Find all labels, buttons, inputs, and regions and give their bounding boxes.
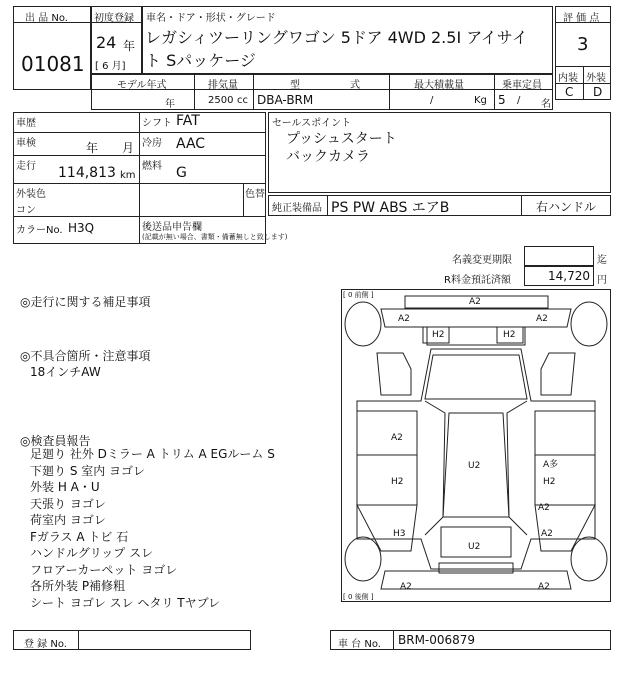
interior-grade: C — [565, 85, 574, 99]
sales-points-label: セールスポイント — [272, 118, 352, 129]
lot-number: 01081 — [21, 52, 85, 76]
capacity-label: 乗車定員 — [502, 80, 542, 91]
dmg-rear-left: A2 — [400, 582, 412, 592]
inspection-month: 月 — [122, 141, 135, 155]
right-front-fender — [541, 353, 575, 395]
reg-month: [ 6 月] — [95, 61, 126, 72]
recycle-unit: 円 — [597, 275, 607, 286]
steering-value: 右ハンドル — [536, 200, 597, 214]
driving-label: ◎走行に関する補足事項 — [20, 295, 151, 309]
dmg-roof: U2 — [468, 461, 481, 471]
right-pillar — [507, 401, 527, 535]
inspector-notes — [30, 446, 275, 611]
dmg-right-quarter: A2 — [541, 529, 553, 539]
dmg-headlight-left: H2 — [432, 330, 445, 340]
divider — [521, 195, 522, 216]
divider — [327, 195, 328, 216]
displacement-label: 排気量 — [208, 80, 238, 91]
front-left-wheel — [345, 302, 381, 346]
car-diagram — [341, 289, 611, 602]
reg-year-unit: 年 — [123, 39, 136, 53]
shift-label: シフト — [142, 118, 172, 129]
divider — [139, 112, 140, 216]
exterior-grade: D — [593, 85, 603, 99]
color-no-value: H3Q — [68, 221, 95, 235]
divider — [494, 74, 495, 110]
max-load-unit: Kg — [474, 95, 487, 106]
type-value: DBA-BRM — [257, 93, 314, 107]
car-name-label: 車名・ドア・形状・グレード — [146, 13, 276, 24]
displacement-value: 2500 — [208, 95, 234, 106]
chassis-label: 車 台 No. — [338, 639, 381, 650]
sales-point-2: バックカメラ — [286, 149, 370, 165]
dmg-left-quarter: H3 — [393, 529, 406, 539]
ac-value: AAC — [176, 136, 206, 152]
divider — [583, 66, 584, 100]
name-change-unit: 迄 — [597, 255, 607, 266]
inspector-line: Fガラス A トビ 石 — [30, 529, 129, 544]
dmg-trunk: U2 — [468, 542, 481, 552]
equipment-value: PS PW ABS エアB — [331, 200, 450, 216]
defects-label: ◎不具合箇所・注意事項 — [20, 349, 151, 363]
score-value: 3 — [577, 34, 589, 55]
color-no-label: カラーNo. — [16, 225, 63, 236]
color-change-label: 色替 — [245, 189, 265, 200]
divider — [78, 630, 79, 650]
history-label: 車歴 — [16, 118, 36, 129]
name-change-box — [524, 246, 594, 266]
reg-year: 24 — [96, 33, 117, 52]
left-front-fender — [377, 353, 411, 395]
model-year-unit: 年 — [165, 99, 175, 110]
fuel-label: 燃料 — [142, 161, 162, 172]
max-load-label: 最大積載量 — [414, 80, 464, 91]
reg-no-label: 登 録 No. — [24, 639, 67, 650]
car-name-line1: レガシィツーリングワゴン 5ドア 4WD 2.5I アイサイ — [145, 28, 528, 47]
displacement-unit: cc — [237, 95, 248, 106]
divider — [243, 183, 244, 216]
dmg-hood-right: A2 — [536, 314, 548, 324]
type-label: 型 — [290, 80, 300, 91]
ac-label: 冷房 — [142, 138, 162, 149]
after-note: (記載が無い場合、書類・備蓄無しと致します) — [142, 233, 288, 241]
shift-value: FAT — [176, 113, 200, 129]
divider — [253, 74, 254, 110]
inspector-line: 荷室内 ヨゴレ — [30, 513, 106, 527]
dmg-left-rear-door: H2 — [391, 477, 404, 487]
inspector-line: 外装 H A・U — [30, 480, 100, 494]
inspector-line: フロアーカーペット ヨゴレ — [30, 562, 178, 577]
rear-side-tag: [ 0 後側 ] — [343, 593, 374, 601]
chassis-number: BRM-006879 — [398, 633, 476, 647]
windshield — [425, 355, 527, 399]
capacity-slash: / — [517, 95, 521, 106]
front-right-wheel — [571, 302, 607, 346]
sales-point-1: プッシュスタート — [286, 131, 397, 147]
inspector-line: 各所外装 P補修粗 — [30, 579, 126, 593]
recycle-label: R料金預託済額 — [444, 275, 511, 286]
capacity-value: 5 — [498, 93, 506, 107]
right-front-door — [535, 411, 595, 455]
capacity-unit: 名 — [541, 99, 551, 110]
dmg-rear-right: A2 — [538, 582, 550, 592]
front-side-tag: [ 0 前側 ] — [343, 291, 374, 299]
defect-item-1: 18インチAW — [30, 365, 101, 379]
color-label: 外装色 — [16, 189, 46, 200]
inspector-line: 天張り ヨゴレ — [30, 496, 106, 511]
interior-label: 内装 — [558, 73, 578, 84]
equipment-label: 純正装備品 — [272, 203, 322, 214]
inspector-line: 足廻り 社外 Dミラー A トリム A EGルーム S — [30, 447, 275, 461]
dmg-right-front-2: H2 — [543, 477, 556, 487]
fuel-value: G — [176, 165, 187, 181]
name-change-label: 名義変更期限 — [452, 255, 512, 266]
rear-left-wheel — [345, 537, 381, 581]
inspector-line: ハンドルグリップ スレ — [30, 546, 154, 560]
rear-right-wheel — [571, 537, 607, 581]
inspector-label: ◎検査員報告 — [20, 434, 91, 448]
dmg-front-bumper: A2 — [469, 297, 481, 307]
car-name-line2: ト Sパッケージ — [145, 51, 256, 70]
exterior-label: 外装 — [586, 73, 606, 84]
inspection-label: 車検 — [16, 138, 36, 149]
recycle-value: 14,720 — [548, 269, 590, 283]
divider — [194, 74, 195, 110]
left-pillar — [425, 401, 445, 535]
mileage-unit: km — [120, 170, 136, 181]
dmg-right-rear-door: A2 — [538, 503, 550, 513]
left-front-door — [357, 411, 417, 455]
inspector-line: 下廻り S 室内 ヨゴレ — [30, 463, 146, 478]
model-year-label: モデル年式 — [117, 80, 167, 91]
dmg-headlight-right: H2 — [503, 330, 516, 340]
left-quarter — [357, 505, 417, 551]
dmg-left-front-door: A2 — [391, 433, 403, 443]
divider — [393, 630, 394, 650]
first-reg-label: 初度登録 — [94, 13, 134, 24]
mileage-value: 114,813 — [58, 165, 116, 181]
inspector-line: シート ヨゴレ スレ ヘタリ Tヤブレ — [30, 595, 221, 610]
type-label-2: 式 — [350, 80, 360, 91]
score-label: 評 価 点 — [563, 13, 600, 24]
mileage-label: 走行 — [16, 161, 36, 172]
left-rear-door — [357, 455, 417, 505]
color-value: コン — [16, 205, 36, 216]
divider — [139, 216, 140, 244]
dmg-hood-left: A2 — [398, 314, 410, 324]
max-load-slash: / — [430, 95, 434, 106]
inspection-year: 年 — [86, 141, 99, 155]
lot-label: 出 品 No. — [25, 13, 68, 24]
dmg-right-front: A多 — [543, 460, 559, 470]
divider — [389, 74, 390, 110]
after-label: 後送品申告欄 — [142, 222, 202, 233]
